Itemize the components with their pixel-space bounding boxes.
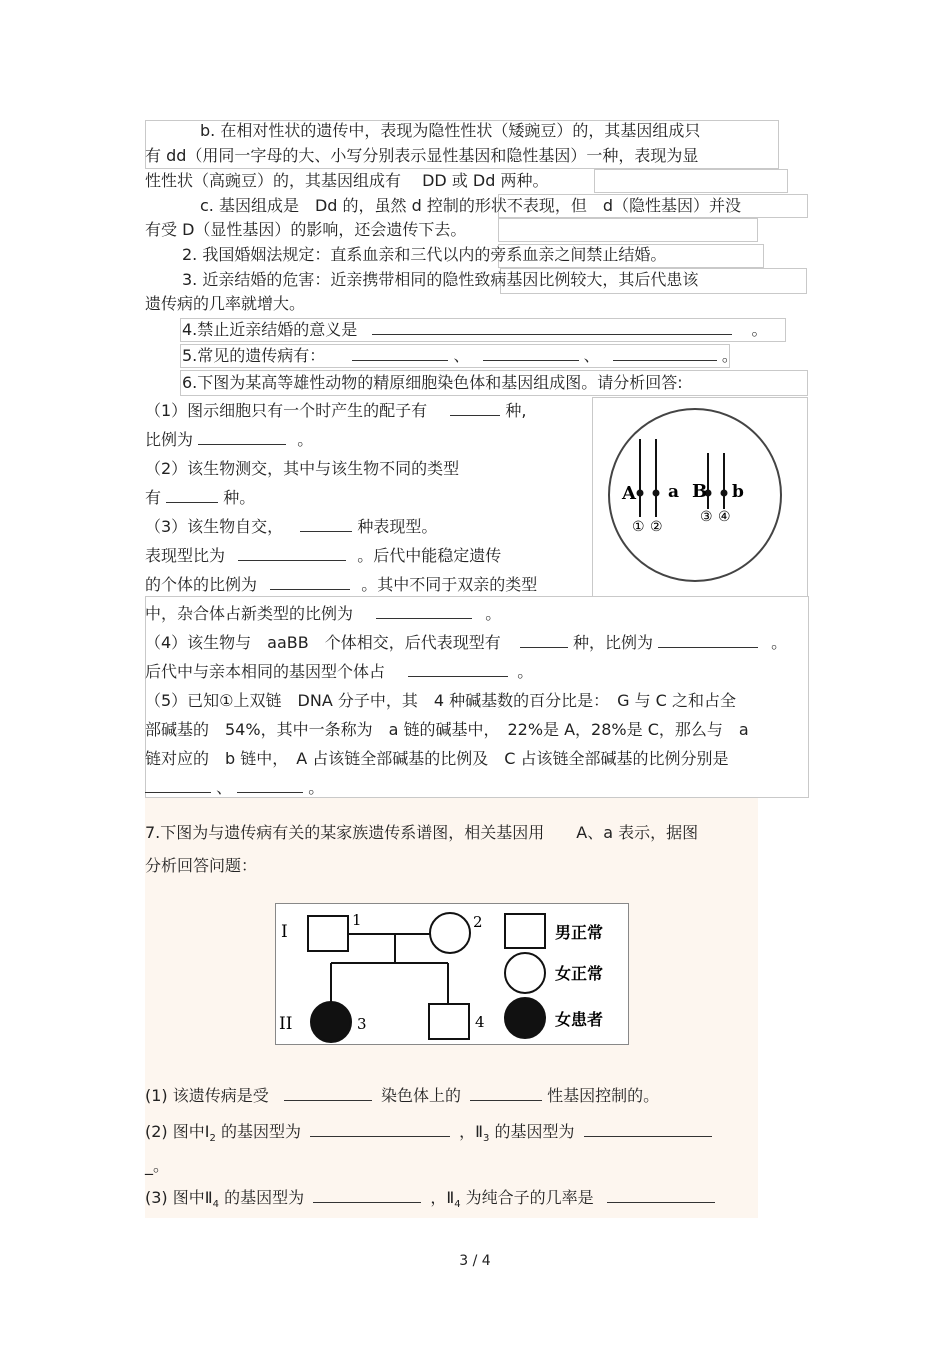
q6-part3 (145, 516, 437, 538)
answer-blank[interactable] (376, 603, 472, 619)
generation-label-1: I (281, 922, 288, 942)
subscript: 4 (454, 1199, 461, 1211)
text: ，Ⅱ (430, 1188, 455, 1207)
para-c-line1: c. 基因组成是 Dd 的，虽然 d 控制的形状不表现，但 d（隐性基因）并没 (200, 196, 742, 215)
answer-blank[interactable] (238, 545, 346, 561)
answer-blank[interactable] (470, 1085, 542, 1101)
individual-I1-number: 1 (352, 911, 362, 929)
q6-part3-ratio (145, 545, 501, 567)
answer-blank[interactable] (372, 319, 732, 335)
legend-affected-symbol (505, 998, 545, 1038)
individual-II4-male (429, 1004, 469, 1039)
chromosome-number-1: ① (632, 519, 645, 535)
item-7-line2: 分析回答问题： (145, 856, 258, 875)
period: 。 (297, 430, 314, 449)
individual-I1-male (308, 916, 348, 951)
q6-part4-same (145, 661, 533, 683)
gene-label-a: a (668, 482, 680, 502)
para-b-line2: 有 dd（用同一字母的大、小写分别表示显性基因和隐性基因）一种，表现为显 (145, 146, 699, 165)
text: (3) 图中Ⅱ (145, 1188, 213, 1207)
period: 。 (517, 662, 534, 681)
text: (2) 图中Ⅰ (145, 1122, 210, 1141)
answer-blank[interactable] (613, 345, 717, 361)
text: 的基因型为 (224, 1188, 305, 1207)
text: 种表现型。 (357, 517, 438, 536)
generation-label-2: II (279, 1014, 293, 1034)
individual-II3-number: 3 (357, 1015, 367, 1033)
row-border (498, 218, 758, 242)
q6-part5-line3: 链对应的 b 链中， A 占该链全部碱基的比例及 C 占该链全部碱基的比例分别是 (145, 749, 729, 768)
gene-label-b: b (732, 482, 744, 502)
text: 染色体上的 (380, 1086, 461, 1105)
text: (1) 该遗传病是受 (145, 1086, 269, 1105)
text: 表现型比为 (145, 546, 226, 565)
subscript: 4 (212, 1199, 220, 1211)
chromosome-number-3: ③ (700, 509, 713, 525)
chromosome-cell-figure (592, 397, 808, 597)
answer-blank[interactable] (300, 516, 352, 532)
legend-affected-label: 女患者 (555, 1010, 604, 1029)
row-border (594, 169, 788, 193)
answer-blank[interactable] (284, 1085, 372, 1101)
text: 性基因控制的。 (547, 1086, 660, 1105)
q6-part1 (145, 400, 526, 422)
q6-part5-answer (145, 777, 324, 799)
answer-blank[interactable] (658, 632, 758, 648)
q6-part3-heterozygote (145, 603, 501, 625)
para-c-line2: 有受 D（显性基因）的影响，还会遗传下去。 (145, 220, 467, 239)
text: 种。 (223, 488, 256, 507)
text: 为纯合子的几率是 (465, 1188, 594, 1207)
text: （4）该生物与 aaBB 个体相交，后代表现型有 (145, 633, 501, 652)
text: 的基因型为 (220, 1122, 301, 1141)
period: 。 (751, 320, 768, 339)
item-7-line1: 7.下图为与遗传病有关的某家族遗传系谱图，相关基因用 A、a 表示，据图 (145, 823, 699, 842)
q6-part1-ratio (145, 429, 313, 451)
item-2: 2. 我国婚姻法规定：直系血亲和三代以内的旁系血亲之间禁止结婚。 (182, 245, 667, 264)
answer-blank[interactable] (450, 400, 500, 416)
answer-blank[interactable] (483, 345, 579, 361)
period: 。 (771, 633, 788, 652)
q7-sub3 (145, 1187, 715, 1216)
pedigree-chart (275, 903, 629, 1045)
text: 。后代中能稳定遗传 (357, 546, 502, 565)
text: 。其中不同于双亲的类型 (361, 575, 538, 594)
item-4 (182, 319, 767, 341)
legend-female-label: 女正常 (555, 964, 604, 983)
item-4-label: 4.禁止近亲结婚的意义是 (182, 320, 358, 339)
individual-II4-number: 4 (475, 1013, 485, 1031)
item-5 (182, 345, 738, 367)
text: ，Ⅱ (459, 1122, 484, 1141)
q7-sub2 (145, 1121, 712, 1150)
text: 的个体的比例为 (145, 575, 258, 594)
legend-male-symbol (505, 914, 545, 948)
para-b-line1: b. 在相对性状的遗传中，表现为隐性性状（矮豌豆）的，其基因组成只 (200, 121, 701, 140)
answer-blank[interactable] (237, 777, 303, 793)
answer-blank[interactable] (166, 487, 218, 503)
text: 的基因型为 (494, 1122, 575, 1141)
period: 。 (485, 604, 502, 623)
individual-II3-affected-female (311, 1002, 351, 1042)
item-6-intro: 6.下图为某高等雄性动物的精原细胞染色体和基因组成图。请分析回答: (182, 373, 683, 392)
page-number: 3 / 4 (459, 1253, 491, 1269)
text: 有 (145, 488, 162, 507)
q7-sub2-continuation: _。 (145, 1156, 170, 1175)
subscript: 3 (483, 1133, 490, 1145)
q6-part5-line2: 部碱基的 54%，其中一条称为 a 链的碱基中， 22%是 A，28%是 C，那么与 a (145, 720, 749, 739)
answer-blank[interactable] (145, 777, 211, 793)
q6-part2: （2）该生物测交，其中与该生物不同的类型 (145, 459, 460, 478)
gene-label-A: A (622, 483, 636, 504)
item-3-line1: 3. 近亲结婚的危害：近亲携带相同的隐性致病基因比例较大，其后代患该 (182, 270, 699, 289)
separator: 、 (453, 346, 470, 365)
individual-I2-number: 2 (473, 913, 483, 931)
q6-part5-line1: （5）已知①上双链 DNA 分子中，其 4 种碱基数的百分比是： G 与 C 之和占全 (145, 691, 736, 710)
answer-blank[interactable] (520, 632, 568, 648)
text: 种, (505, 401, 527, 420)
subscript: 2 (209, 1133, 216, 1145)
q7-sub1 (145, 1085, 659, 1107)
chromosome-number-4: ④ (718, 509, 731, 525)
answer-blank[interactable] (352, 345, 448, 361)
legend-female-symbol (505, 953, 545, 993)
legend-male-label: 男正常 (555, 923, 604, 942)
q6-part4 (145, 632, 787, 654)
answer-blank[interactable] (313, 1187, 421, 1203)
text: 比例为 (145, 430, 194, 449)
answer-blank[interactable] (270, 574, 350, 590)
q6-part2-answer (145, 487, 255, 509)
text: 中，杂合体占新类型的比例为 (145, 604, 354, 623)
answer-blank[interactable] (584, 1121, 712, 1137)
answer-blank[interactable] (607, 1187, 715, 1203)
item-3-line2: 遗传病的几率就增大。 (145, 294, 306, 313)
individual-I2-female (430, 913, 470, 953)
item-5-label: 5.常见的遗传病有： (182, 346, 326, 365)
q6-part3-stable (145, 574, 537, 596)
answer-blank[interactable] (310, 1121, 450, 1137)
text: 种，比例为 (572, 633, 653, 652)
separator: 、 (216, 778, 233, 797)
period: 。 (308, 778, 325, 797)
text: （1）图示细胞只有一个时产生的配子有 (145, 401, 428, 420)
period: 。 (721, 346, 738, 365)
text: （3）该生物自交， (145, 517, 284, 536)
answer-blank[interactable] (198, 429, 286, 445)
chromosome-number-2: ② (650, 519, 663, 535)
gene-label-B: B (692, 481, 708, 502)
answer-blank[interactable] (408, 661, 508, 677)
separator: 、 (583, 346, 600, 365)
para-b-line3: 性性状（高豌豆）的，其基因组成有 DD 或 Dd 两种。 (145, 171, 549, 190)
text: 后代中与亲本相同的基因型个体占 (145, 662, 386, 681)
